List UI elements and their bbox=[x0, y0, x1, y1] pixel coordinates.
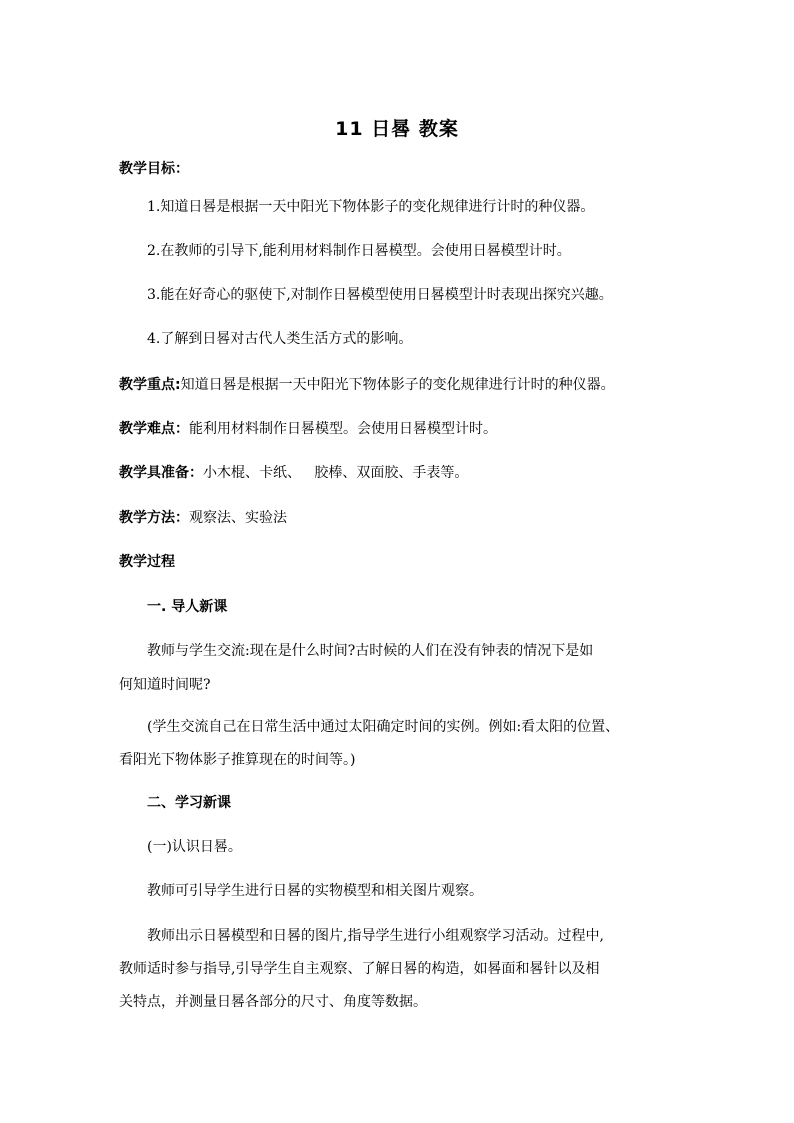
methods-text: 观察法、实验法 bbox=[189, 510, 287, 526]
section1-para2-line2: 看阳光下物体影子推算现在的时间等。) bbox=[119, 752, 356, 768]
key-point bbox=[119, 374, 615, 394]
objective-item-4: 4.了解到日晷对古代人类生活方式的影响。 bbox=[147, 331, 413, 347]
objective-item-3: 3.能在好奇心的驱使下,对制作日晷模型使用日晷模型计时表现出探究兴趣。 bbox=[147, 287, 613, 303]
difficulty-label: 教学难点： bbox=[119, 421, 189, 437]
materials-label: 教学具准备： bbox=[119, 465, 203, 481]
key-point-text: 知道日晷是根据一天中阳光下物体影子的变化规律进行计时的种仪器。 bbox=[180, 377, 615, 393]
section2-heading: 二、学习新课 bbox=[147, 795, 231, 811]
section2-sub1: (一)认识日晷。 bbox=[147, 839, 242, 855]
section2-para2-line2: 教师适时参与指导,引导学生自主观察、了解日晷的构造，如晷面和晷针以及相 bbox=[119, 961, 600, 977]
section1-para1-line2: 何知道时间呢? bbox=[119, 677, 211, 693]
section2-para2-line1: 教师出示日晷模型和日晷的图片,指导学生进行小组观察学习活动。过程中, bbox=[147, 928, 604, 944]
difficulty bbox=[119, 418, 497, 438]
document-title: 11 日晷 教案 bbox=[335, 118, 459, 140]
materials bbox=[119, 462, 468, 482]
section1-para2-line1: (学生交流自己在日常生活中通过太阳确定时间的实例。例如:看太阳的位置、 bbox=[147, 719, 620, 735]
materials-text: 小木棍、卡纸、 胶棒、双面胶、手表等。 bbox=[203, 465, 469, 481]
key-point-label: 教学重点: bbox=[119, 377, 181, 393]
section2-para2-line3: 关特点，并测量日晷各部分的尺寸、角度等数据。 bbox=[119, 994, 427, 1010]
section2-para1: 教师可引导学生进行日晷的实物模型和相关图片观察。 bbox=[147, 883, 483, 899]
objective-item-1: 1.知道日晷是根据一天中阳光下物体影子的变化规律进行计时的种仪器。 bbox=[147, 199, 595, 215]
objectives-heading: 教学目标： bbox=[119, 161, 189, 177]
section1-para1-line1: 教师与学生交流:现在是什么时间?古时候的人们在没有钟表的情况下是如 bbox=[147, 643, 594, 659]
objective-item-2: 2.在教师的引导下,能利用材料制作日晷模型。会使用日晷模型计时。 bbox=[147, 243, 571, 259]
methods-label: 教学方法： bbox=[119, 510, 189, 526]
methods bbox=[119, 507, 287, 527]
section1-heading: 一. 导人新课 bbox=[147, 599, 228, 615]
difficulty-text: 能利用材料制作日晷模型。会使用日晷模型计时。 bbox=[189, 421, 497, 437]
process-heading: 教学过程 bbox=[119, 554, 175, 570]
